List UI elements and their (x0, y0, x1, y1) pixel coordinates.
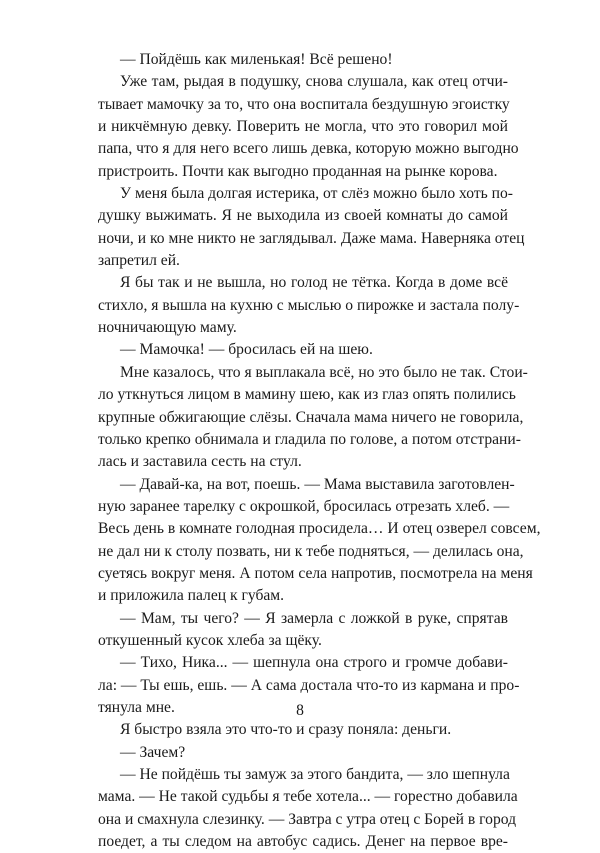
text-line: мама. — Не такой судьбы я тебе хотела... — горестно добавила (98, 788, 518, 806)
text-line: Уже там, рыдая в подушку, снова слушала, как отец отчи- (120, 73, 508, 91)
text-line: ла: — Ты ешь, ешь. — А сама достала что-то из кармана и про- (98, 676, 520, 694)
text-line: и приложила палец к губам. (98, 587, 285, 605)
text-line: тянула мне. (98, 698, 175, 716)
text-line: лась и заставила сесть на стул. (98, 453, 302, 471)
text-line: и никчёмную девку. Поверить не могла, что это говорил мой (98, 118, 508, 136)
text-line: не дал ни к столу позвать, ни к тебе подняться, — делилась она, (98, 542, 524, 560)
text-line: — Зачем? (120, 743, 186, 761)
text-line: душку выжимать. Я не выходила из своей комнаты до самой (98, 207, 508, 225)
text-line: стихло, я вышла на кухню с мыслью о пирожке и застала полу- (98, 296, 520, 314)
text-line: Мне казалось, что я выплакала всё, но это было не так. Стои- (120, 363, 528, 381)
text-line: ло уткнуться лицом в мамину шею, как из глаз опять полились (98, 386, 516, 404)
text-line: Я бы так и не вышла, но голод не тётка. Когда в доме всё (120, 274, 508, 292)
text-line: Весь день в комнате голодная просидела… И отец озверел совсем, (98, 520, 541, 538)
text-line: — Мамочка! — бросилась ей на шею. (120, 341, 373, 359)
text-line: откушенный кусок хлеба за щёку. (98, 631, 322, 649)
text-line: У меня была долгая истерика, от слёз можно было хоть по- (120, 185, 513, 203)
text-line: пристроить. Почти как выгодно проданная на рынке корова. (98, 162, 498, 180)
text-line: — Пойдёшь как миленькая! Всё решено! (120, 51, 393, 68)
text-line: ночничающую маму. (98, 319, 237, 337)
book-page-text (98, 49, 541, 853)
text-line: — Мам, ты чего? — Я замерла с ложкой в руке, спрятав (120, 609, 508, 627)
text-line: только крепко обнимала и гладила по голове, а потом отстрани- (98, 430, 521, 448)
text-line: — Тихо, Ника... — шепнула она строго и громче добави- (120, 654, 508, 672)
text-line: Я быстро взяла это что-то и сразу поняла: деньги. (120, 721, 452, 739)
text-line: поедет, а ты следом на автобус садись. Денег на первое вре- (98, 833, 508, 851)
page-number: 8 (296, 702, 304, 719)
text-line: крупные обжигающие слёзы. Сначала мама ничего не говорила, (98, 408, 524, 426)
text-line: папа, что я для него всего лишь девка, которую можно выгодно (98, 140, 519, 158)
text-line: запретил ей. (98, 252, 180, 270)
text-line: она и смахнула слезинку. — Завтра с утра отец с Борей в город (98, 810, 517, 828)
text-line: тывает мамочку за то, что она воспитала бездушную эгоистку (98, 95, 510, 113)
text-line: суетясь вокруг меня. А потом села напротив, посмотрела на меня (98, 564, 533, 582)
text-line: ночи, и ко мне никто не заглядывал. Даже мама. Наверняка отец (98, 229, 525, 247)
text-line: ную заранее тарелку с окрошкой, бросилась отрезать хлеб. — (98, 497, 510, 515)
text-line: — Не пойдёшь ты замуж за этого бандита, — зло шепнула (120, 766, 510, 783)
text-line: — Давай-ка, на вот, поешь. — Мама выставила заготовлен- (120, 475, 515, 493)
